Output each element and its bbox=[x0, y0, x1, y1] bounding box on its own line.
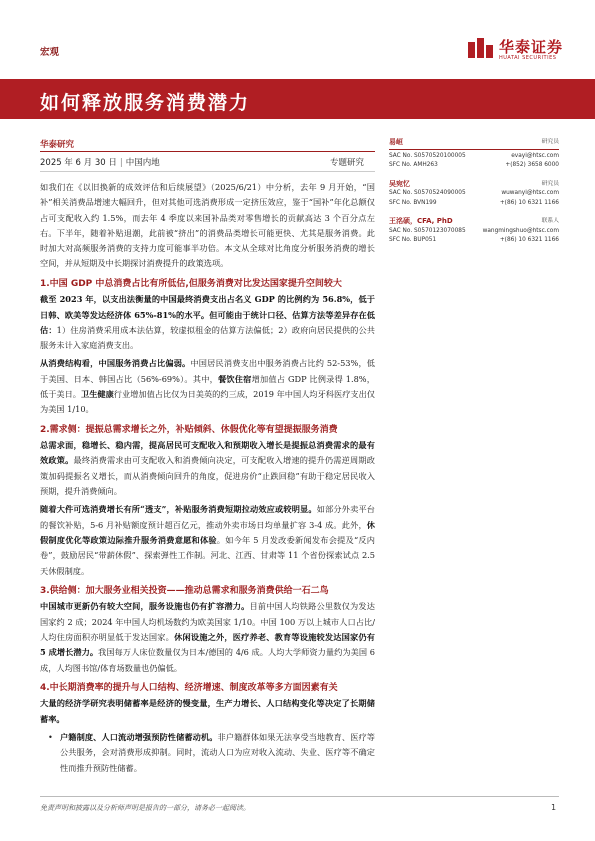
bullet-item bbox=[40, 730, 375, 776]
sac-number: SAC No. S0570524090005 bbox=[389, 190, 466, 196]
paragraph-text: 增加值占 GDP 比例录得 1.8%，低于美日。 bbox=[40, 373, 375, 400]
paragraph bbox=[40, 599, 375, 675]
analyst-panel bbox=[389, 138, 559, 255]
bold-text: 大量的经济学研究表明储蓄率是经济的慢变量，生产力增长、人口结构变化等决定了长期储蓄率。 bbox=[40, 698, 375, 724]
analyst-name: 易峘 bbox=[389, 138, 403, 146]
page-title: 如何释放服务消费潜力 bbox=[40, 92, 251, 114]
report-region: 中国内地 bbox=[125, 158, 160, 168]
logo-text: 华泰证券 bbox=[499, 38, 564, 56]
paragraph bbox=[40, 356, 375, 417]
paragraph bbox=[40, 292, 375, 353]
analyst-name: 吴宛忆 bbox=[389, 179, 410, 188]
analyst-phone: +(852) 3658 6000 bbox=[505, 162, 559, 168]
analyst-email[interactable]: evayi@htsc.com bbox=[511, 152, 559, 159]
footer-disclaimer: 免责声明和披露以及分析师声明是报告的一部分，请务必一起阅读。 bbox=[40, 804, 250, 812]
analyst-card bbox=[389, 180, 559, 209]
bold-text: 休闲设施之外，医疗养老、教育等设施较发达国家仍有 5 成增长潜力。 bbox=[40, 631, 375, 658]
report-date: 2025 年 6 月 30 日 bbox=[40, 158, 117, 168]
analyst-email[interactable]: wuwanyi@htsc.com bbox=[501, 190, 559, 196]
bold-text: 户籍制度、人口流动增强预防性储蓄动机。 bbox=[60, 731, 218, 742]
section-heading-2: 2.需求侧：提振总需求增长之外，补贴倾斜、休假优化等有望提振服务消费 bbox=[40, 424, 338, 435]
analyst-phone: +(86) 10 6321 1166 bbox=[499, 199, 559, 206]
analyst-role: 研究员 bbox=[541, 139, 559, 145]
paragraph-text: 。如今年 5 月发改委新闻发布会提及“反内卷”，鼓励居民“带薪休假”、探索弹性工作制。河北、江西、甘肃等 11 个省份探索试点 2.5 天休假制度。 bbox=[40, 534, 375, 576]
paragraph-text: 目前中国人均铁路公里数仅为发达国家约 2 成；2024 年中国人均机场数约为欧美国家 1/10。中国 100 万以上城市人口占比/人均住房面积亦明显低于发达国家。 bbox=[40, 601, 375, 642]
analyst-email[interactable]: wangmingshuo@htsc.com bbox=[482, 227, 559, 234]
paragraph bbox=[40, 438, 375, 499]
analyst-card bbox=[389, 217, 559, 246]
bold-text: 餐饮住宿 bbox=[217, 373, 252, 384]
page-number: 1 bbox=[551, 803, 557, 812]
paragraph bbox=[40, 696, 375, 727]
date-line: 2025 年 6 月 30 日 | 中国内地 bbox=[40, 158, 160, 168]
analyst-role: 研究员 bbox=[541, 180, 559, 187]
bold-text: 截至 2023 年，以支出法衡量的中国最终消费支出占名义 GDP 的比例约为 56.8%，低于日韩、欧美等发达经济体 65%-81%的水平。但可能由于统计口径、估算方法等差异存在低估： bbox=[40, 294, 375, 335]
paragraph-text: 最终消费需求由可支配收入和消费倾向决定，可支配收入增速的提升仍需逆周期政策加码提振名义增长，而从消费倾向回升的角度，促进房价“止跌回稳”有助于稳定居民收入预期，提升消费倾向。 bbox=[40, 455, 375, 497]
footer-divider bbox=[40, 796, 559, 797]
section-heading-4: 4.中长期消费率的提升与人口结构、经济增速、制度改革等多方面因素有关 bbox=[40, 682, 338, 693]
bold-text: 总需求面，稳增长、稳内需，提高居民可支配收入和预期收入增长是提振总消费需求的最有效政策。 bbox=[40, 440, 375, 466]
sac-number: SAC No. S0570520100005 bbox=[389, 152, 466, 159]
report-source: 华泰研究 bbox=[40, 140, 75, 150]
logo-icon bbox=[468, 38, 494, 58]
paragraph-text: 我国每万人床位数量仅为日本/德国的 4/6 成。人均大学师资力量约为美国 6 成，人均图书馆/体育场数量也仍偏低。 bbox=[40, 647, 375, 673]
section-heading-3: 3.供给侧：加大服务业相关投资——推动总需求和服务消费供给一石二鸟 bbox=[40, 585, 329, 596]
report-type: 专题研究 bbox=[330, 158, 365, 168]
sfc-number: SFC No. BUP051 bbox=[389, 237, 437, 243]
divider bbox=[389, 149, 559, 150]
paragraph-text: 中国居民消费支出中服务消费占比约 52-53%，低于美国、日本、韩国占比（56%-69%）。其中， bbox=[40, 358, 375, 384]
main-body bbox=[40, 180, 375, 779]
paragraph-text: 如部分外卖平台的餐饮补贴，5-6 月补贴额度预计超百亿元，推动外卖市场日均单量扩容 3-4 成。此外， bbox=[40, 504, 375, 530]
paragraph-text: 1）住房消费采用成本法估算，较虚拟租金的估算方法偏低；2）政府向居民提供的公共服务未计入家庭消费支出。 bbox=[40, 324, 375, 351]
divider bbox=[40, 151, 375, 152]
logo-subtext: HUATAI SECURITIES bbox=[499, 55, 557, 61]
bold-text: 中国城市更新仍有较大空间，服务设施也仍有扩容潜力。 bbox=[40, 601, 250, 612]
bold-text: 从消费结构看，中国服务消费占比偏弱。 bbox=[40, 358, 191, 369]
analyst-name: 王洺硕，CFA, PhD bbox=[389, 217, 453, 225]
section-heading-1: 1.中国 GDP 中总消费占比有所低估,但服务消费对比发达国家提升空间较大 bbox=[40, 278, 342, 289]
divider bbox=[40, 171, 375, 172]
analyst-role: 联系人 bbox=[541, 218, 559, 224]
sfc-number: SFC No. AMH263 bbox=[389, 162, 438, 168]
sac-number: SAC No. S0570123070085 bbox=[389, 227, 466, 234]
bold-text: 随着大件可选消费增长有所“透支”，补贴服务消费短期拉动效应或较明显。 bbox=[40, 504, 317, 515]
paragraph bbox=[40, 502, 375, 578]
intro-paragraph: 如我们在《以旧换新的成效评估和后续展望》（2025/6/21）中分析，去年 9 月开始，“国补”相关消费品增速大幅回升，但对其他可选消费形成一定挤压效应，鉴于“国补”年化总额仅占可支配收入约 1.5%，而去年 4 季度以来国补品类对零售增长的贡献高达 3 个百分点左右。下半年，随着补贴退潮，此前被“挤出”的消费品类增长可能更快、尤其是服务消费。此时加大对高频服务消费的支持力度可能事半功倍。本文从全球对比角度分析服务消费的增长空间，并从短期及中长期探讨消费提升的政策选项。 bbox=[40, 182, 375, 269]
analyst-card bbox=[389, 138, 559, 171]
analyst-phone: +(86) 10 6321 1166 bbox=[499, 237, 559, 243]
bullet-icon: • bbox=[48, 731, 53, 742]
bold-text: 卫生健康 bbox=[81, 389, 114, 400]
sfc-number: SFC No. BVN199 bbox=[389, 199, 437, 206]
bold-text: 休假制度优化等政策边际推升服务消费意愿和体验 bbox=[40, 519, 375, 545]
paragraph-text: 非户籍群体如果无法享受当地教育、医疗等公共服务，会对消费形成抑制。同时，流动人口为应对收入流动、失业、医疗等不确定性而推升预防性储蓄。 bbox=[60, 731, 375, 773]
section-label: 宏观 bbox=[40, 47, 60, 58]
paragraph-text: 行业增加值占比仅为日美英的约三成，2019 年中国人均牙科医疗支出仅为美国 1/10。 bbox=[40, 389, 375, 415]
